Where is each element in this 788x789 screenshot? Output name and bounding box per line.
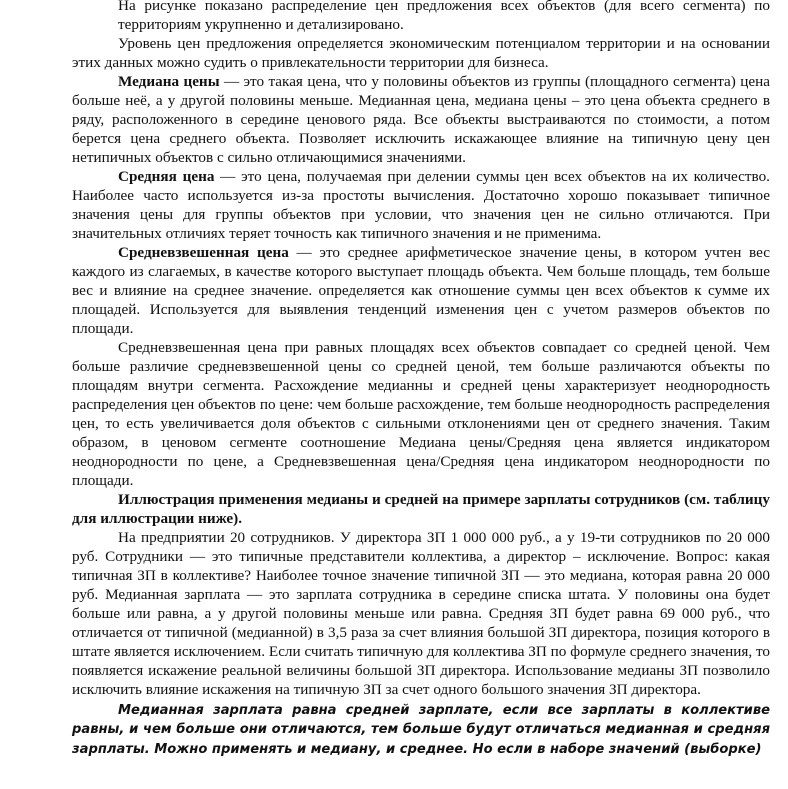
text-paragraph: Средневзвешенная цена при равных площадях всех объектов совпадает со средней ценой. Чем больше различие средневзвешенной цены со средней ценой, тем больше различаются объекты по площадям внутри сегмента. Расхождение медианны и средней цены характеризует неоднородность распределения цен объектов по цене: чем больше расхождение, тем больше неоднородность распределения цен, то есть увеличивается доля объектов с сильными отклонениями цен от среднего значения. Таким образом, в ценовом сегменте соотношение Медиана цены/Средняя цена является индикатором неоднородности по цене, а Средневзвешенная цена/Средняя цена индикатором неоднородности по площади. — [72, 339, 770, 489]
paragraph-conclusion — [72, 701, 770, 759]
definition-text: — это среднее арифметическое значение цены, в котором учтен вес каждого из слагаемых, в качестве которого выступает площадь объекта. Чем больше площадь, тем больше вес и влияние на среднее значение. определяется как отношение суммы цен всех объектов к сумме их площадей. Используется для выявления тенденций изменения цен с учетом размеров объектов по площади. — [72, 244, 770, 337]
term-weighted-average: Средневзвешенная цена — [118, 244, 289, 261]
section-heading: Иллюстрация применения медианы и средней на примере зарплаты сотрудников (см. таблицу для иллюстрации ниже). — [72, 491, 770, 527]
term-average: Средняя цена — [118, 168, 215, 185]
text-paragraph — [72, 72, 770, 167]
paragraph-median — [72, 72, 770, 167]
definition-text: — это такая цена, что у половины объектов из группы (площадного сегмента) цена больше неё, а у другой половины меньше. Медианная цена, медиана цены – это цена объекта среднего в ряду, расположенного в середине ценового ряда. Все объекты выстраиваются по стоимости, а потом берется цена среднего объекта. Позволяет исключить искажающее влияние на типичную цену цен нетипичных объектов с сильно отличающимися значениями. — [72, 73, 770, 166]
text-paragraph: На рисунке показано распределение цен предложения всех объектов (для всего сегмента) по территориям укрупненно и детализировано. — [118, 0, 770, 33]
text-paragraph — [72, 167, 770, 243]
text-paragraph: На предприятии 20 сотрудников. У директора ЗП 1 000 000 руб., а у 19-ти сотрудников по 20 000 руб. Сотрудники — это типичные представители коллектива, а директор – исключение. Вопрос: какая типичная ЗП в коллективе? Наиболее точное значение типичной ЗП — это медиана, которая равна 20 000 руб. Медианная зарплата — это зарплата сотрудника в середине списка штата. У половины она будет больше или равна, а у другой половины меньше или равна. Средняя ЗП будет равна 69 000 руб., что отличается от типичной (медианной) в 3,5 раза за счет влияния большой ЗП директора, позиция которого в штате является исключением. Если считать типичную для коллектива ЗП по формуле среднего значения, то появляется искажение реальной величины большой ЗП директора. Использование медианы ЗП позволило исключить влияние искажения на типичную ЗП за счет одного большого значения ЗП директора. — [72, 529, 770, 698]
text-paragraph — [72, 243, 770, 338]
paragraph-weighted — [72, 243, 770, 338]
paragraph-average — [72, 167, 770, 243]
paragraph-price-level — [72, 34, 770, 72]
term-median: Медиана цены — [118, 73, 220, 90]
text-paragraph: Уровень цен предложения определяется экономическим потенциалом территории и на основании этих данных можно судить о привлекательности территории для бизнеса. — [72, 35, 770, 71]
emphasis-paragraph: Медианная зарплата равна средней зарплате, если все зарплаты в коллективе равны, и чем больше они отличаются, тем больше будут отличаться медианная и средняя зарплаты. Можно применять и медиану, и среднее. Но если в наборе значений (выборке) — [72, 703, 770, 757]
paragraph-weighted-comparison — [72, 338, 770, 490]
paragraph-salary-example — [72, 528, 770, 699]
paragraph-distribution — [72, 0, 770, 34]
definition-text: — это цена, получаемая при делении суммы цен всех объектов на их количество. Наиболее часто используется из-за простоты вычисления. Достаточно хорошо показывает типичное значения цены для группы объектов при условии, что значения цен не сильно отличаются. При значительных отличиях теряет точность как типичного значения и не применима. — [72, 168, 770, 242]
paragraph-illustration-heading — [72, 490, 770, 528]
